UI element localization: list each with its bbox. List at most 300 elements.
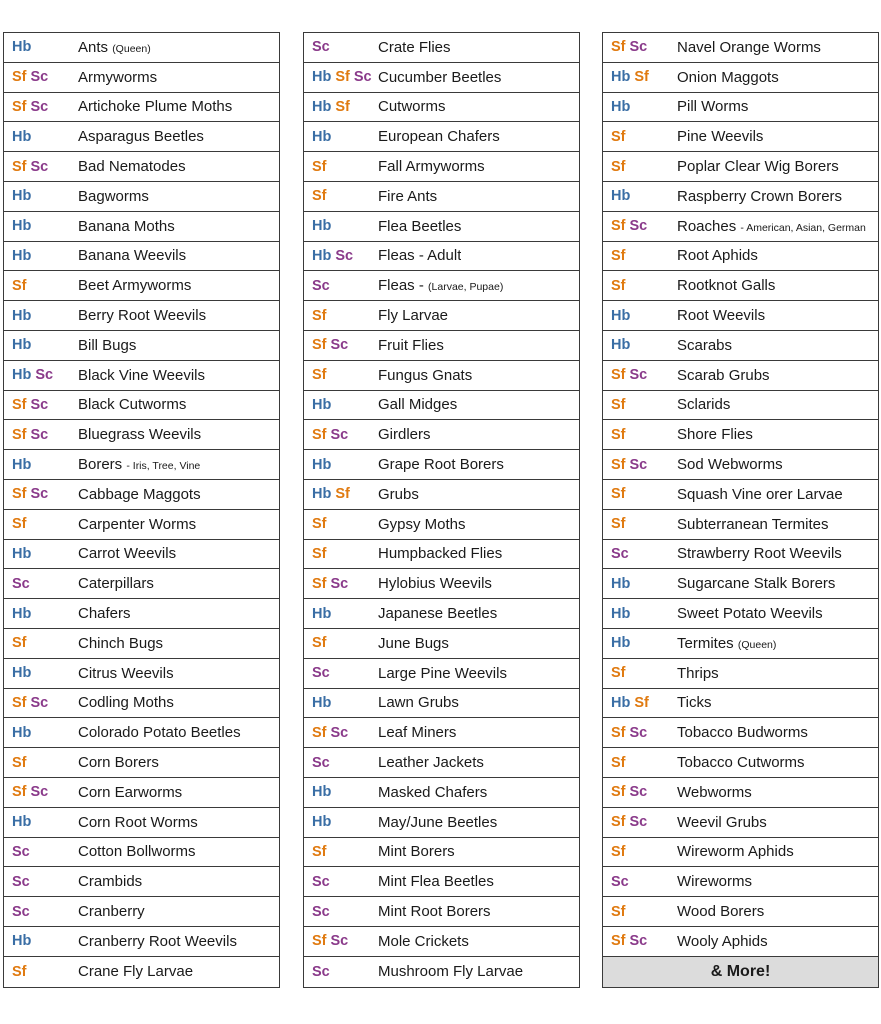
pest-name-text: Mint Root Borers (378, 903, 491, 920)
pest-name-note: (Queen) (737, 638, 777, 651)
nematode-codes (603, 248, 677, 264)
pest-name (78, 247, 186, 264)
pest-row (603, 391, 878, 421)
nematode-code-hb: Hb (312, 218, 332, 235)
nematode-codes (4, 874, 78, 890)
more-row (603, 957, 878, 987)
pest-row (603, 63, 878, 93)
nematode-codes (304, 964, 378, 980)
pest-name-text: Cranberry Root Weevils (78, 932, 237, 950)
pest-row (304, 569, 579, 599)
pest-name (78, 39, 151, 56)
pest-row (304, 748, 579, 778)
pest-row (304, 63, 579, 93)
pest-column-3 (602, 32, 879, 988)
pest-column-1 (3, 32, 280, 988)
pest-name (78, 635, 163, 652)
pest-name-text: Rootknot Galls (677, 277, 776, 295)
nematode-codes (603, 69, 677, 85)
pest-name-text: Navel Orange Worms (677, 38, 821, 56)
pest-row (4, 838, 279, 868)
nematode-code-sf: Sf (312, 426, 327, 443)
pest-row (304, 182, 579, 212)
nematode-codes (4, 933, 78, 949)
pest-row (603, 838, 878, 868)
pest-row (304, 450, 579, 480)
nematode-code-sc: Sc (629, 933, 648, 950)
pest-name-text: Webworms (677, 783, 752, 801)
pest-row (304, 778, 579, 808)
pest-name (677, 933, 768, 950)
nematode-code-sc: Sc (629, 456, 648, 473)
nematode-code-sf: Sf (611, 456, 626, 473)
pest-row (603, 927, 878, 957)
pest-name-text: Grape Root Borers (378, 456, 504, 474)
pest-name (378, 694, 459, 711)
pest-name (677, 396, 730, 413)
nematode-code-sf: Sf (611, 277, 626, 294)
nematode-codes (304, 457, 378, 473)
pest-row (304, 420, 579, 450)
pest-row (304, 122, 579, 152)
nematode-codes (304, 69, 378, 85)
nematode-code-hb: Hb (611, 69, 631, 86)
pest-name (378, 218, 461, 235)
pest-row (304, 540, 579, 570)
pest-name-text: Fleas - Adult (378, 247, 462, 265)
pest-row (304, 510, 579, 540)
nematode-codes (4, 486, 78, 502)
pest-row (304, 152, 579, 182)
pest-row (304, 33, 579, 63)
pest-row (4, 927, 279, 957)
nematode-code-hb: Hb (12, 337, 32, 354)
nematode-code-sc: Sc (629, 724, 648, 741)
pest-name-text: Borers (78, 456, 123, 474)
pest-name (378, 903, 491, 920)
pest-name (378, 456, 504, 473)
nematode-code-hb: Hb (312, 605, 332, 622)
nematode-code-sf: Sf (312, 188, 327, 205)
nematode-code-sf: Sf (611, 933, 626, 950)
nematode-code-sf: Sf (611, 396, 626, 413)
nematode-codes (4, 844, 78, 860)
pest-name (677, 218, 866, 235)
pest-name-text: Scarabs (677, 336, 733, 354)
pest-name-text: Asparagus Beetles (78, 128, 204, 146)
pest-name (677, 247, 758, 264)
pest-row (4, 808, 279, 838)
nematode-codes (603, 218, 677, 234)
nematode-codes (304, 665, 378, 681)
pest-row (4, 391, 279, 421)
pest-name-text: Poplar Clear Wig Borers (677, 158, 839, 176)
nematode-code-sf: Sf (611, 903, 626, 920)
pest-name (378, 307, 448, 324)
pest-row (603, 689, 878, 719)
nematode-code-sf: Sf (312, 575, 327, 592)
pest-name (78, 873, 142, 890)
pest-row (4, 63, 279, 93)
nematode-codes (304, 337, 378, 353)
nematode-code-sf: Sf (12, 396, 27, 413)
nematode-codes (304, 606, 378, 622)
nematode-codes (603, 516, 677, 532)
pest-name-text: Beet Armyworms (78, 277, 192, 295)
nematode-code-sf: Sf (611, 218, 626, 235)
pest-row (4, 569, 279, 599)
pest-name-text: Codling Moths (78, 694, 174, 712)
pest-name (78, 933, 237, 950)
pest-name (677, 39, 821, 56)
nematode-code-sc: Sc (312, 963, 330, 980)
nematode-codes (603, 278, 677, 294)
nematode-codes (304, 278, 378, 294)
pest-row (4, 748, 279, 778)
pest-name-text: Bad Nematodes (78, 158, 186, 176)
pest-name-text: Pill Worms (677, 98, 749, 116)
nematode-code-sf: Sf (312, 307, 327, 324)
pest-row (304, 927, 579, 957)
nematode-codes (304, 844, 378, 860)
nematode-code-sc: Sc (312, 754, 330, 771)
pest-row (304, 271, 579, 301)
pest-name (378, 784, 487, 801)
pest-name (677, 754, 805, 771)
pest-name (378, 247, 461, 264)
pest-name-text: Banana Weevils (78, 247, 187, 265)
nematode-code-sc: Sc (30, 426, 49, 443)
pest-name-text: Gypsy Moths (378, 515, 466, 533)
nematode-code-sc: Sc (629, 39, 648, 56)
pest-name-text: Cotton Bollworms (78, 843, 196, 861)
nematode-codes (603, 844, 677, 860)
pest-name-text: Sod Webworms (677, 456, 783, 474)
nematode-code-sf: Sf (12, 635, 27, 652)
pest-row (304, 808, 579, 838)
nematode-code-sf: Sf (611, 843, 626, 860)
nematode-code-sc: Sc (629, 367, 648, 384)
pest-row (4, 659, 279, 689)
pest-name (677, 635, 776, 652)
pest-name (677, 337, 732, 354)
nematode-codes (4, 367, 78, 383)
nematode-code-hb: Hb (12, 367, 32, 384)
nematode-codes (4, 635, 78, 651)
pest-name-text: Cucumber Beetles (378, 68, 502, 86)
pest-name-text: Leather Jackets (378, 754, 484, 772)
pest-name (677, 98, 748, 115)
pest-row (4, 271, 279, 301)
pest-name (677, 128, 763, 145)
pest-name (378, 873, 494, 890)
pest-name (78, 963, 193, 980)
pest-name-text: Carrot Weevils (78, 545, 177, 563)
nematode-codes (304, 784, 378, 800)
pest-row (603, 331, 878, 361)
pest-row (603, 748, 878, 778)
pest-name (78, 486, 201, 503)
pest-row (4, 33, 279, 63)
nematode-codes (603, 188, 677, 204)
pest-name-note: (Queen) (112, 42, 151, 55)
pest-row (304, 599, 579, 629)
nematode-codes (603, 397, 677, 413)
nematode-codes (603, 308, 677, 324)
nematode-code-hb: Hb (611, 575, 631, 592)
nematode-code-sc: Sc (12, 873, 30, 890)
nematode-codes (603, 99, 677, 115)
pest-name (378, 188, 437, 205)
pest-name (78, 456, 200, 473)
nematode-codes (304, 755, 378, 771)
nematode-code-sf: Sf (611, 39, 626, 56)
nematode-code-sc: Sc (330, 337, 349, 354)
nematode-code-sc: Sc (629, 218, 648, 235)
pest-name-text: June Bugs (378, 634, 449, 652)
pest-row (603, 897, 878, 927)
nematode-code-sc: Sc (335, 247, 354, 264)
nematode-codes (4, 755, 78, 771)
nematode-code-sc: Sc (12, 903, 30, 920)
pest-name-text: Chafers (78, 605, 131, 623)
pest-name (378, 575, 492, 592)
nematode-code-sf: Sf (611, 665, 626, 682)
pest-name-text: Lawn Grubs (378, 694, 459, 712)
nematode-code-sc: Sc (312, 39, 330, 56)
pest-name-text: Cranberry (78, 903, 145, 920)
pest-name-text: Tobacco Budworms (677, 724, 808, 742)
nematode-code-sf: Sf (634, 69, 649, 86)
nematode-codes (603, 546, 677, 562)
nematode-code-hb: Hb (12, 724, 32, 741)
nematode-codes (603, 695, 677, 711)
pest-name (78, 307, 206, 324)
nematode-codes (603, 814, 677, 830)
nematode-code-sf: Sf (12, 516, 27, 533)
nematode-codes (4, 814, 78, 830)
pest-name (78, 605, 131, 622)
nematode-codes (4, 69, 78, 85)
pest-row (304, 629, 579, 659)
pest-name-text: Carpenter Worms (78, 515, 197, 533)
pest-name-note: - Iris, Tree, Vine (126, 460, 201, 473)
nematode-codes (4, 159, 78, 175)
pest-name (78, 337, 136, 354)
nematode-code-hb: Hb (312, 486, 332, 503)
pest-name (378, 843, 455, 860)
nematode-code-sf: Sf (312, 843, 327, 860)
nematode-codes (304, 367, 378, 383)
pest-name (78, 396, 186, 413)
nematode-code-sf: Sf (335, 486, 350, 503)
nematode-codes (603, 665, 677, 681)
pest-name (78, 545, 176, 562)
nematode-codes (603, 606, 677, 622)
pest-row (4, 957, 279, 987)
pest-name (677, 277, 775, 294)
pest-row (603, 152, 878, 182)
pest-name-text: Scarab Grubs (677, 366, 770, 384)
nematode-code-hb: Hb (12, 39, 32, 56)
nematode-code-hb: Hb (12, 218, 32, 235)
pest-row (603, 540, 878, 570)
pest-row (603, 569, 878, 599)
pest-row (4, 182, 279, 212)
pest-row (304, 659, 579, 689)
nematode-code-hb: Hb (312, 98, 332, 115)
nematode-code-hb: Hb (312, 456, 332, 473)
pest-row (603, 450, 878, 480)
nematode-code-hb: Hb (12, 814, 32, 831)
nematode-code-sc: Sc (629, 784, 648, 801)
nematode-codes (304, 695, 378, 711)
pest-row (603, 271, 878, 301)
pest-row (4, 152, 279, 182)
pest-name-text: Sclarids (677, 396, 731, 414)
pest-row (4, 510, 279, 540)
pest-name (378, 963, 523, 980)
pest-name-text: Gall Midges (378, 396, 458, 414)
pest-row (603, 867, 878, 897)
nematode-codes (603, 725, 677, 741)
nematode-codes (4, 576, 78, 592)
pest-name-text: Weevil Grubs (677, 813, 767, 831)
nematode-codes (304, 218, 378, 234)
pest-name (78, 98, 232, 115)
nematode-codes (603, 457, 677, 473)
nematode-codes (4, 99, 78, 115)
pest-name-text: Onion Maggots (677, 68, 779, 86)
pest-name (78, 188, 149, 205)
pest-name (378, 396, 457, 413)
pest-name-text: Termites (677, 634, 734, 652)
nematode-code-hb: Hb (312, 247, 332, 264)
pest-name (78, 575, 154, 592)
nematode-code-sf: Sf (611, 158, 626, 175)
pest-name-text: Grubs (378, 485, 419, 503)
nematode-code-hb: Hb (312, 814, 332, 831)
nematode-code-sc: Sc (330, 724, 349, 741)
pest-name (677, 903, 764, 920)
pest-row (603, 182, 878, 212)
pest-name-text: Root Aphids (677, 247, 758, 265)
nematode-code-sf: Sf (12, 963, 27, 980)
pest-name (677, 367, 770, 384)
nematode-codes (304, 904, 378, 920)
pest-name (677, 516, 828, 533)
pest-name (78, 69, 157, 86)
pest-row (603, 122, 878, 152)
nematode-codes (4, 397, 78, 413)
pest-name-text: Corn Borers (78, 754, 159, 772)
nematode-code-sf: Sf (312, 516, 327, 533)
pest-row (4, 540, 279, 570)
nematode-code-sf: Sf (12, 277, 27, 294)
pest-name-text: Bill Bugs (78, 336, 137, 354)
nematode-codes (603, 904, 677, 920)
nematode-code-hb: Hb (611, 307, 631, 324)
nematode-code-sc: Sc (312, 665, 330, 682)
nematode-codes (603, 427, 677, 443)
pest-name (378, 158, 485, 175)
pest-name (78, 665, 174, 682)
pest-row (603, 629, 878, 659)
nematode-code-hb: Hb (12, 188, 32, 205)
pest-name-text: Crambids (78, 873, 143, 891)
nematode-codes (304, 814, 378, 830)
pest-name (78, 128, 204, 145)
nematode-code-hb: Hb (611, 337, 631, 354)
pest-row (603, 420, 878, 450)
nematode-code-hb: Hb (12, 128, 32, 145)
nematode-codes (4, 695, 78, 711)
pest-name (677, 843, 794, 860)
nematode-code-sc: Sc (330, 933, 349, 950)
pest-name (677, 158, 839, 175)
nematode-code-sf: Sf (12, 754, 27, 771)
pest-row (4, 689, 279, 719)
nematode-code-sc: Sc (30, 69, 49, 86)
pest-name-text: Leaf Miners (378, 724, 457, 742)
nematode-codes (603, 784, 677, 800)
pest-name-text: Masked Chafers (378, 783, 488, 801)
nematode-code-sf: Sf (312, 158, 327, 175)
pest-name (78, 426, 201, 443)
nematode-code-hb: Hb (12, 307, 32, 324)
pest-name (78, 694, 174, 711)
nematode-code-sf: Sf (335, 69, 350, 86)
nematode-code-sc: Sc (611, 545, 629, 562)
pest-name-text: Fly Larvae (378, 307, 449, 325)
nematode-codes (304, 308, 378, 324)
pest-name (378, 516, 466, 533)
pest-row (4, 212, 279, 242)
pest-name (78, 724, 241, 741)
pest-row (4, 331, 279, 361)
pest-name (378, 814, 497, 831)
nematode-code-sf: Sf (12, 158, 27, 175)
nematode-codes (304, 188, 378, 204)
pest-name-text: Chinch Bugs (78, 634, 164, 652)
pest-name-text: Bagworms (78, 187, 149, 205)
pest-name-text: Corn Earworms (78, 783, 183, 801)
nematode-codes (603, 576, 677, 592)
nematode-code-sf: Sf (611, 516, 626, 533)
nematode-code-sc: Sc (312, 277, 330, 294)
nematode-code-hb: Hb (611, 188, 631, 205)
pest-name-text: European Chafers (378, 128, 500, 146)
nematode-code-sf: Sf (12, 694, 27, 711)
nematode-code-sf: Sf (611, 128, 626, 145)
pest-name-text: Root Weevils (677, 307, 766, 325)
pest-name-text: Crane Fly Larvae (78, 963, 194, 981)
pest-name-text: Fire Ants (378, 187, 438, 205)
nematode-code-sf: Sf (312, 337, 327, 354)
nematode-code-sf: Sf (312, 367, 327, 384)
pest-name-text: Citrus Weevils (78, 664, 174, 682)
nematode-codes (4, 546, 78, 562)
pest-row (304, 361, 579, 391)
pest-row (304, 718, 579, 748)
nematode-codes (304, 516, 378, 532)
nematode-codes (4, 248, 78, 264)
pest-row (603, 212, 878, 242)
pest-name (78, 516, 196, 533)
pest-row (304, 897, 579, 927)
pest-name (78, 843, 196, 860)
nematode-codes (4, 278, 78, 294)
